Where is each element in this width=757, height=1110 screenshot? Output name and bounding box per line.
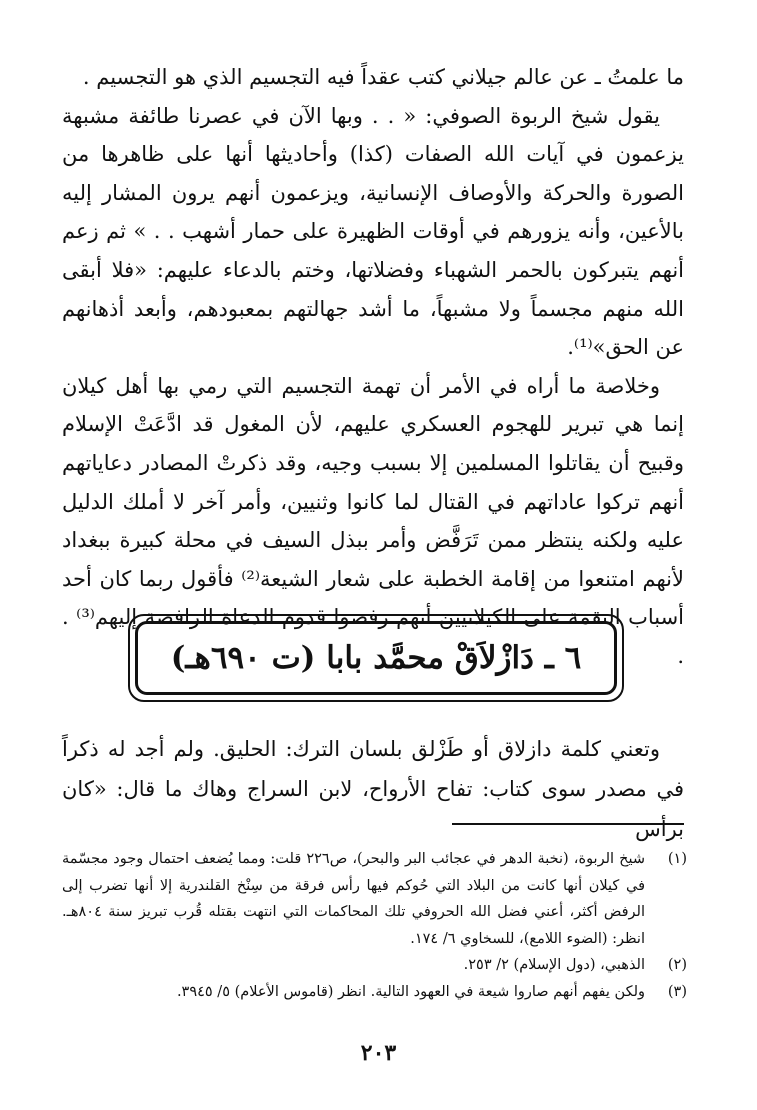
- footnotes: [62, 846, 687, 1005]
- footnote-text: ولكن يفهم أنهم صاروا شيعة في العهود التالية. انظر (قاموس الأعلام) ٥/ ٣٩٤٥.: [176, 983, 645, 1000]
- section-paragraph: وتعني كلمة دازلاق أو طَزْلق بلسان الترك: الحليق. ولم أجد له ذكراً في مصدر سوى كتاب: تفاح الأرواح، لابن السراج وهاك ما قال: «كان برأس: [62, 737, 684, 841]
- page-number: ٢٠٣: [360, 1040, 397, 1066]
- paragraph-3: وخلاصة ما أراه في الأمر أن تهمة التجسيم التي رمي بها أهل كيلان إنما هي تبرير للهجوم العسكري عليهم، لأن المغول قد ادَّعَتْ الإسلام وقبيح أن يقاتلوا المسلمين إلا بسبب وجيه، وقد ذكرتْ المصادر دعاياتهم أنهم تركوا عاداتهم في القتال لما كانوا وثنيين، وأمر آخر لا أملك الدليل عليه ولكنه ينتظر ممن تَرَفَّض وأمر ببذل السيف في محلة كبيرة ببغداد لأنهم امتنعوا من إقامة الخطبة على شعار الشيعة⁽²⁾ فأقول ربما كان أحد أسباب النقمة على الكيلانيين أنهم رفضوا قدوم الدعاة الرافضة إليهم⁽³⁾ . .: [62, 373, 685, 668]
- footnote-number: (١): [667, 851, 687, 867]
- section-body: [62, 729, 684, 849]
- footnote-text: الذهبي، (دول الإسلام) ٢/ ٢٥٣.: [463, 957, 645, 973]
- footnote-2: [62, 952, 687, 979]
- paragraph-2: يقول شيخ الربوة الصوفي: « . . وبها الآن في عصرنا طائفة مشبهة يزعمون في آيات الله الصفات (كذا) وأحاديثها أنها على ظاهرها من الصورة والحركة والأوصاف الإنسانية، ويزعمون أنهم يرون المشار إليه بالأعين، وأنه يزورهم في أوقات الظهيرة على حمار أشهب . . » ثم زعم أنهم يتبركون بالحمر الشهباء وفضلاتها، وختم بالدعاء عليهم: «فلا أبقى الله منهم مجسماً ولا مشبهاً، ما أشد جهالتهم بمعبودهم، وأبعد أذهانهم عن الحق»⁽¹⁾.: [62, 103, 684, 360]
- footnote-number: (٢): [667, 957, 687, 973]
- section-title-frame: [128, 614, 624, 702]
- section-title: ٦ ـ دَازْلاَقْ محمَّد بابا (ت ٦٩٠هـ): [170, 640, 582, 676]
- footnote-separator: [452, 823, 684, 825]
- footnote-text: شيخ الربوة، (نخبة الدهر في عجائب البر والبحر)، ص٢٢٦ قلت: ومما يُضعف احتمال وجود مجسّمة في كيلان أنها كانت من البلاد التي حُوكم فيها رأس فرقة من سِنْخ القلندرية إلا أنها تضرب إلى الرفض أكثر، أعني فضل الله الحروفي تلك المحاكمات التي انتهت بقتله قُرب تبريز سنة ٨٠٤هـ. انظر: (الضوء اللامع)، للسخاوي ٦/ ١٧٤.: [62, 851, 646, 947]
- footnote-number: (٣): [667, 983, 687, 1000]
- paragraph-1: ما علمتُ ـ عن عالم جيلاني كتب عقداً فيه التجسيم الذي هو التجسيم .: [82, 65, 684, 89]
- footnote-1: [62, 846, 687, 952]
- main-body: [62, 58, 684, 676]
- footnote-3: [62, 979, 687, 1006]
